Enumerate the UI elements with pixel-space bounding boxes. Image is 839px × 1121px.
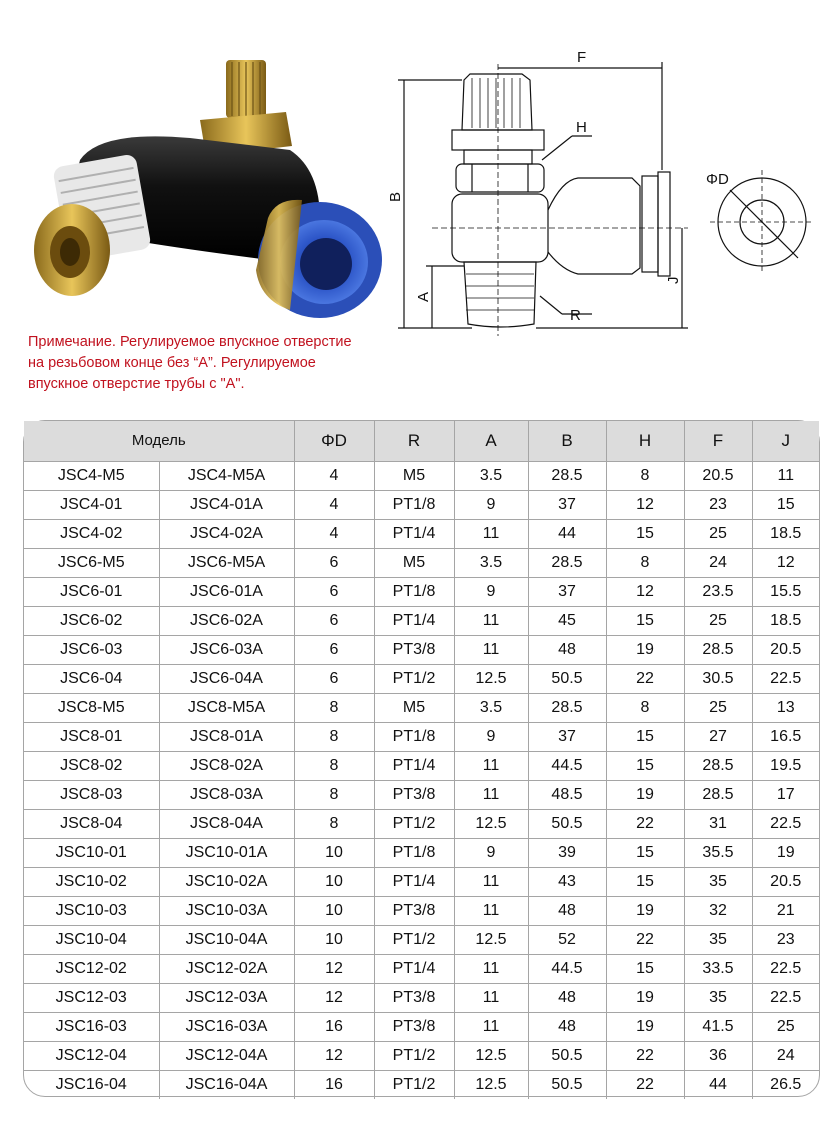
note-line: на резьбовом конце без “A”. Регулируемое xyxy=(28,355,316,371)
cell-model: JSC6-02 xyxy=(24,606,159,635)
cell-a: 11 xyxy=(454,751,528,780)
cell-j: 21 xyxy=(752,896,819,925)
cell-model: JSC10-01 xyxy=(24,838,159,867)
cell-f: 31 xyxy=(684,809,752,838)
cell-model-a: JSC6-03A xyxy=(159,635,294,664)
cell-b: 48 xyxy=(528,1012,606,1041)
cell-h: 12 xyxy=(606,490,684,519)
cell-model: JSC6-M5 xyxy=(24,548,159,577)
header-j: J xyxy=(752,421,819,461)
table-row xyxy=(24,1041,819,1070)
table-row xyxy=(24,606,819,635)
table-row xyxy=(24,490,819,519)
cell-d: 16 xyxy=(294,1070,374,1099)
cell-f: 24 xyxy=(684,548,752,577)
cell-j: 13 xyxy=(752,693,819,722)
cell-j: 18.5 xyxy=(752,519,819,548)
table-row xyxy=(24,925,819,954)
table-row xyxy=(24,635,819,664)
cell-model: JSC6-01 xyxy=(24,577,159,606)
cell-model-a: JSC8-03A xyxy=(159,780,294,809)
cell-a: 9 xyxy=(454,490,528,519)
cell-d: 6 xyxy=(294,664,374,693)
cell-model: JSC6-04 xyxy=(24,664,159,693)
table-row xyxy=(24,519,819,548)
cell-b: 28.5 xyxy=(528,461,606,490)
cell-b: 45 xyxy=(528,606,606,635)
cell-j: 12 xyxy=(752,548,819,577)
cell-model: JSC4-M5 xyxy=(24,461,159,490)
spec-table xyxy=(23,420,820,1097)
cell-d: 8 xyxy=(294,751,374,780)
cell-model-a: JSC10-04A xyxy=(159,925,294,954)
dim-label-h: H xyxy=(576,119,587,136)
cell-d: 4 xyxy=(294,490,374,519)
cell-d: 4 xyxy=(294,461,374,490)
cell-b: 50.5 xyxy=(528,664,606,693)
cell-d: 8 xyxy=(294,809,374,838)
table-row xyxy=(24,780,819,809)
cell-model: JSC10-02 xyxy=(24,867,159,896)
cell-f: 28.5 xyxy=(684,635,752,664)
cell-h: 22 xyxy=(606,664,684,693)
cell-j: 20.5 xyxy=(752,635,819,664)
cell-a: 9 xyxy=(454,722,528,751)
cell-f: 35 xyxy=(684,867,752,896)
cell-r: PT3/8 xyxy=(374,896,454,925)
cell-b: 50.5 xyxy=(528,1041,606,1070)
cell-model-a: JSC16-03A xyxy=(159,1012,294,1041)
cell-h: 15 xyxy=(606,606,684,635)
cell-model-a: JSC8-02A xyxy=(159,751,294,780)
cell-model: JSC4-02 xyxy=(24,519,159,548)
cell-j: 25 xyxy=(752,1012,819,1041)
table-row xyxy=(24,548,819,577)
cell-h: 19 xyxy=(606,983,684,1012)
cell-model: JSC4-01 xyxy=(24,490,159,519)
table-row xyxy=(24,461,819,490)
cell-r: M5 xyxy=(374,461,454,490)
cell-j: 22.5 xyxy=(752,954,819,983)
cell-a: 3.5 xyxy=(454,461,528,490)
product-photo xyxy=(20,50,392,320)
header-f: F xyxy=(684,421,752,461)
dimension-drawing xyxy=(387,40,692,340)
cell-a: 11 xyxy=(454,780,528,809)
cell-b: 37 xyxy=(528,490,606,519)
cell-f: 35.5 xyxy=(684,838,752,867)
cell-model-a: JSC6-04A xyxy=(159,664,294,693)
cell-r: PT1/2 xyxy=(374,1041,454,1070)
note-text xyxy=(28,332,408,395)
cell-b: 50.5 xyxy=(528,809,606,838)
cell-r: PT1/4 xyxy=(374,867,454,896)
cell-r: PT1/8 xyxy=(374,722,454,751)
cell-b: 44.5 xyxy=(528,954,606,983)
cell-r: PT1/2 xyxy=(374,664,454,693)
header-h: H xyxy=(606,421,684,461)
dim-label-f: F xyxy=(577,49,587,66)
table-row xyxy=(24,838,819,867)
note-line: впускное отверстие трубы с "A". xyxy=(28,376,245,392)
cell-a: 11 xyxy=(454,519,528,548)
cell-h: 8 xyxy=(606,693,684,722)
cell-d: 8 xyxy=(294,780,374,809)
note-line: Примечание. Регулируемое впускное отверстие xyxy=(28,334,352,350)
table-row xyxy=(24,954,819,983)
cell-h: 22 xyxy=(606,809,684,838)
cell-d: 10 xyxy=(294,867,374,896)
cell-f: 30.5 xyxy=(684,664,752,693)
cell-d: 10 xyxy=(294,925,374,954)
cell-h: 19 xyxy=(606,780,684,809)
cell-model-a: JSC10-01A xyxy=(159,838,294,867)
cell-model-a: JSC4-M5A xyxy=(159,461,294,490)
cell-model: JSC10-03 xyxy=(24,896,159,925)
cell-b: 48 xyxy=(528,896,606,925)
cell-h: 19 xyxy=(606,1012,684,1041)
cell-j: 26.5 xyxy=(770,1075,802,1093)
cell-d: 6 xyxy=(294,548,374,577)
header-d: ΦD xyxy=(294,421,374,461)
cell-b: 37 xyxy=(528,577,606,606)
cell-r: PT3/8 xyxy=(374,1012,454,1041)
cell-f: 33.5 xyxy=(684,954,752,983)
cell-j: 16.5 xyxy=(752,722,819,751)
cell-b: 50.5 xyxy=(528,1070,606,1099)
cell-a: 11 xyxy=(454,954,528,983)
cell-j: 22.5 xyxy=(752,664,819,693)
table-row xyxy=(24,896,819,925)
cell-f: 20.5 xyxy=(684,461,752,490)
cell-a: 11 xyxy=(454,983,528,1012)
cell-d: 12 xyxy=(294,983,374,1012)
cell-model: JSC8-04 xyxy=(24,809,159,838)
cell-a: 11 xyxy=(454,635,528,664)
table-row xyxy=(24,751,819,780)
cell-model-a: JSC12-03A xyxy=(159,983,294,1012)
cell-r: PT1/2 xyxy=(374,809,454,838)
cell-model-a: JSC4-01A xyxy=(159,490,294,519)
cell-j: 18.5 xyxy=(752,606,819,635)
header-model: Модель xyxy=(24,421,294,461)
cell-model-a: JSC10-03A xyxy=(159,896,294,925)
cell-model-a: JSC6-01A xyxy=(159,577,294,606)
cell-b: 48 xyxy=(528,635,606,664)
cell-h: 22 xyxy=(606,1041,684,1070)
cell-j: 22.5 xyxy=(752,809,819,838)
cell-a: 11 xyxy=(454,896,528,925)
cell-r: PT3/8 xyxy=(374,635,454,664)
table-row xyxy=(24,867,819,896)
cell-r: PT1/4 xyxy=(374,519,454,548)
table-row xyxy=(24,577,819,606)
cell-h: 8 xyxy=(606,548,684,577)
cell-a: 12.5 xyxy=(454,925,528,954)
cell-model: JSC8-03 xyxy=(24,780,159,809)
cell-r: PT3/8 xyxy=(374,983,454,1012)
dim-label-r: R xyxy=(570,307,581,324)
cell-model-a: JSC12-02A xyxy=(159,954,294,983)
cell-h: 19 xyxy=(606,896,684,925)
cell-a: 11 xyxy=(454,867,528,896)
cell-d: 12 xyxy=(294,1041,374,1070)
cell-a: 3.5 xyxy=(454,693,528,722)
cell-f: 25 xyxy=(684,606,752,635)
cell-a: 9 xyxy=(454,577,528,606)
cell-h: 12 xyxy=(606,577,684,606)
cell-r: PT3/8 xyxy=(374,780,454,809)
table-row xyxy=(24,809,819,838)
cell-j: 11 xyxy=(752,461,819,490)
cell-d: 6 xyxy=(294,577,374,606)
cell-model-a: JSC8-01A xyxy=(159,722,294,751)
cell-j: 24 xyxy=(752,1041,819,1070)
cell-h: 15 xyxy=(606,519,684,548)
cell-f: 36 xyxy=(684,1041,752,1070)
header-a: A xyxy=(454,421,528,461)
cell-h: 19 xyxy=(606,635,684,664)
cell-a: 12.5 xyxy=(454,664,528,693)
cell-d: 16 xyxy=(294,1012,374,1041)
cell-d: 4 xyxy=(294,519,374,548)
cell-model-a: JSC8-04A xyxy=(159,809,294,838)
dim-label-d: ΦD xyxy=(706,171,729,188)
table-row xyxy=(24,1012,819,1041)
cell-b: 52 xyxy=(528,925,606,954)
cell-a: 12.5 xyxy=(454,1070,528,1099)
cell-model-a: JSC4-02A xyxy=(159,519,294,548)
cell-model: JSC6-03 xyxy=(24,635,159,664)
cell-h: 15 xyxy=(606,722,684,751)
cell-r: PT1/4 xyxy=(374,751,454,780)
cell-r: M5 xyxy=(374,548,454,577)
dim-label-a: A xyxy=(415,291,432,302)
cell-b: 28.5 xyxy=(528,548,606,577)
cell-f: 23 xyxy=(684,490,752,519)
cell-f: 25 xyxy=(684,693,752,722)
cell-j: 19.5 xyxy=(752,751,819,780)
cell-model-a: JSC6-02A xyxy=(159,606,294,635)
cell-h: 15 xyxy=(606,751,684,780)
cell-j: 17 xyxy=(752,780,819,809)
cell-model: JSC12-02 xyxy=(24,954,159,983)
cell-r: PT1/8 xyxy=(374,577,454,606)
cell-f: 23.5 xyxy=(684,577,752,606)
cell-b: 48.5 xyxy=(528,780,606,809)
cell-h: 8 xyxy=(606,461,684,490)
cell-model: JSC10-04 xyxy=(24,925,159,954)
cell-a: 12.5 xyxy=(454,809,528,838)
cell-f: 28.5 xyxy=(684,780,752,809)
cell-model-a: JSC12-04A xyxy=(159,1041,294,1070)
cell-d: 10 xyxy=(294,838,374,867)
cell-r: PT1/2 xyxy=(374,1070,454,1099)
cell-d: 10 xyxy=(294,896,374,925)
cell-model: JSC16-03 xyxy=(24,1012,159,1041)
cell-a: 3.5 xyxy=(454,548,528,577)
cell-h: 22 xyxy=(606,925,684,954)
table-row xyxy=(24,664,819,693)
cell-d: 12 xyxy=(294,954,374,983)
cell-model: JSC16-04 xyxy=(24,1070,159,1099)
header-r: R xyxy=(374,421,454,461)
cell-b: 44 xyxy=(528,519,606,548)
cell-f: 44 xyxy=(684,1070,752,1099)
cell-j: 15 xyxy=(752,490,819,519)
table-row xyxy=(24,1070,819,1099)
cell-model-a: JSC6-M5A xyxy=(159,548,294,577)
cell-j: 23 xyxy=(752,925,819,954)
cell-model: JSC8-01 xyxy=(24,722,159,751)
cell-f: 35 xyxy=(684,925,752,954)
cell-a: 9 xyxy=(454,838,528,867)
cell-f: 27 xyxy=(684,722,752,751)
cell-model: JSC8-02 xyxy=(24,751,159,780)
cell-model: JSC12-03 xyxy=(24,983,159,1012)
cell-b: 28.5 xyxy=(528,693,606,722)
cell-d: 6 xyxy=(294,635,374,664)
cell-j: 20.5 xyxy=(752,867,819,896)
cell-model-a: JSC16-04A xyxy=(159,1070,294,1099)
cell-model: JSC12-04 xyxy=(24,1041,159,1070)
cell-j: 22.5 xyxy=(752,983,819,1012)
cell-a: 11 xyxy=(454,1012,528,1041)
table-row xyxy=(24,693,819,722)
table-row xyxy=(24,983,819,1012)
table-header-row xyxy=(24,421,819,461)
cell-model-a: JSC10-02A xyxy=(159,867,294,896)
cell-b: 43 xyxy=(528,867,606,896)
cell-f: 32 xyxy=(684,896,752,925)
cell-d: 8 xyxy=(294,693,374,722)
cell-b: 37 xyxy=(528,722,606,751)
cell-a: 12.5 xyxy=(454,1041,528,1070)
dim-label-j: J xyxy=(665,276,682,284)
cell-j: 19 xyxy=(752,838,819,867)
cell-r: PT1/4 xyxy=(374,606,454,635)
cell-f: 41.5 xyxy=(684,1012,752,1041)
cell-h: 15 xyxy=(606,867,684,896)
cell-model-a: JSC8-M5A xyxy=(159,693,294,722)
cell-b: 39 xyxy=(528,838,606,867)
cell-r: PT1/2 xyxy=(374,925,454,954)
cell-r: M5 xyxy=(374,693,454,722)
cell-r: PT1/8 xyxy=(374,838,454,867)
cell-j: 15.5 xyxy=(752,577,819,606)
cell-h: 15 xyxy=(606,838,684,867)
header-b: B xyxy=(528,421,606,461)
table-row xyxy=(24,722,819,751)
cell-b: 44.5 xyxy=(528,751,606,780)
cell-h: 15 xyxy=(606,954,684,983)
cell-f: 28.5 xyxy=(684,751,752,780)
cell-d: 6 xyxy=(294,606,374,635)
cell-a: 11 xyxy=(454,606,528,635)
cell-r: PT1/8 xyxy=(374,490,454,519)
cell-r: PT1/4 xyxy=(374,954,454,983)
cell-f: 25 xyxy=(684,519,752,548)
cell-d: 8 xyxy=(294,722,374,751)
cell-f: 35 xyxy=(684,983,752,1012)
cell-b: 48 xyxy=(528,983,606,1012)
dim-label-b: B xyxy=(387,191,404,202)
section-view xyxy=(702,160,822,280)
cell-model: JSC8-M5 xyxy=(24,693,159,722)
cell-h: 22 xyxy=(606,1070,684,1099)
